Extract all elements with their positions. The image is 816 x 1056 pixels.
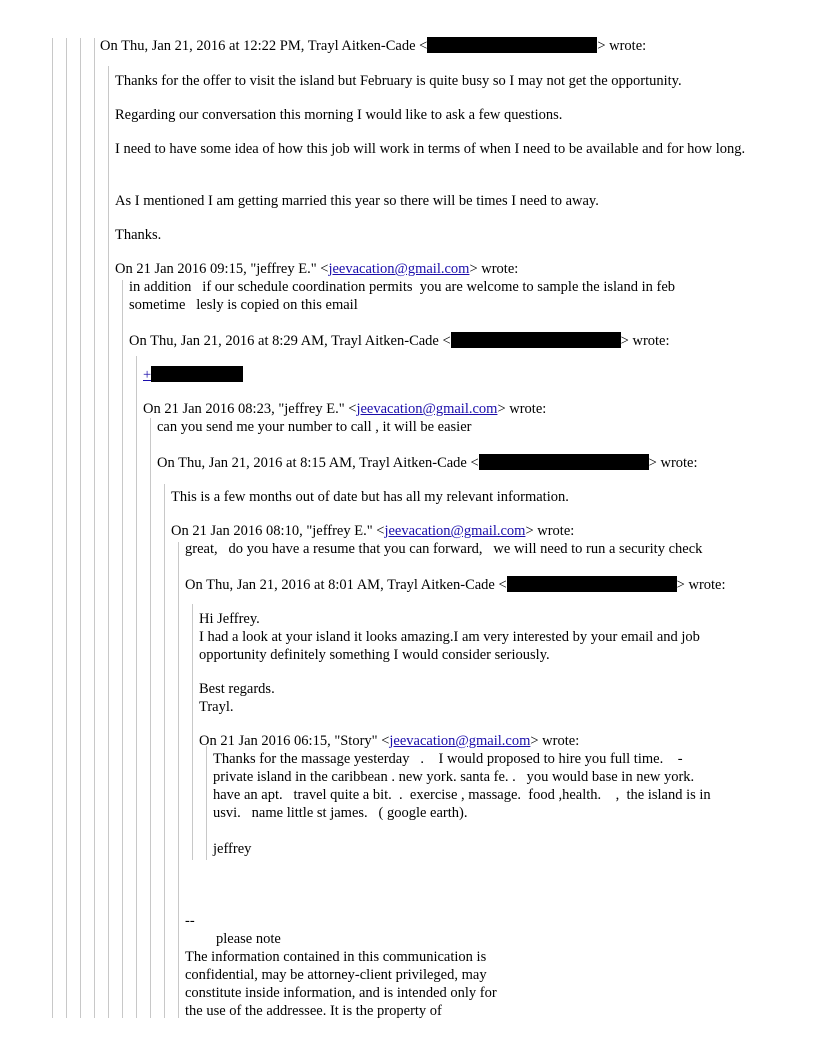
quote-bar: [94, 38, 95, 1018]
quote-header: [157, 454, 698, 472]
message-line: Thanks for the massage yesterday . I would proposed to hire you full time. -: [213, 751, 683, 767]
header-suffix: > wrote:: [676, 577, 726, 593]
disclaimer-line: confidential, may be attorney-client privileged, may: [185, 967, 487, 983]
email-link[interactable]: jeevacation@gmail.com: [328, 261, 470, 277]
message-line: can you send me your number to call , it will be easier: [157, 419, 472, 435]
signature: Trayl.: [199, 699, 234, 715]
message-line: Hi Jeffrey.: [199, 611, 260, 627]
quote-bar: [178, 542, 179, 1018]
quote-header: [199, 732, 579, 750]
message-paragraph: Thanks for the offer to visit the island but February is quite busy so I may not get the opportunity.: [115, 73, 682, 89]
disclaimer-line: constitute inside information, and is intended only for: [185, 985, 497, 1001]
header-suffix: > wrote:: [469, 261, 519, 277]
message-line: great, do you have a resume that you can forward, we will need to run a security check: [185, 541, 703, 557]
message-paragraph: As I mentioned I am getting married this year so there will be times I need to away.: [115, 193, 599, 209]
redacted-email: [427, 37, 597, 53]
disclaimer-line: The information contained in this communication is: [185, 949, 487, 965]
header-prefix: On 21 Jan 2016 06:15, "Story" <: [199, 733, 390, 749]
redacted-email: [451, 332, 621, 348]
quote-bar: [192, 604, 193, 860]
phone-number: [143, 366, 243, 384]
message-line: Best regards.: [199, 681, 275, 697]
header-prefix: On Thu, Jan 21, 2016 at 8:29 AM, Trayl Aitken-Cade <: [129, 333, 451, 349]
header-prefix: On Thu, Jan 21, 2016 at 8:15 AM, Trayl Aitken-Cade <: [157, 455, 479, 471]
quote-header: [185, 576, 726, 594]
quote-header: [100, 37, 646, 55]
message-line: in addition if our schedule coordination permits you are welcome to sample the island in feb: [129, 279, 676, 295]
message-paragraph: Thanks.: [115, 227, 162, 243]
quote-bar: [150, 418, 151, 1018]
quote-bar: [122, 280, 123, 1018]
message-line: This is a few months out of date but has all my relevant information.: [171, 489, 569, 505]
signature-separator: --: [185, 913, 195, 929]
header-suffix: > wrote:: [620, 333, 670, 349]
header-prefix: On 21 Jan 2016 08:10, "jeffrey E." <: [171, 523, 385, 539]
quote-header: [143, 400, 546, 418]
quote-header: [171, 522, 574, 540]
quote-bar: [80, 38, 81, 1018]
signature: jeffrey: [213, 841, 252, 857]
quote-bar: [52, 38, 53, 1018]
header-suffix: > wrote:: [497, 401, 547, 417]
redacted-email: [479, 454, 649, 470]
quote-header: [115, 260, 518, 278]
header-prefix: On 21 Jan 2016 08:23, "jeffrey E." <: [143, 401, 357, 417]
quote-header: [129, 332, 670, 350]
quote-bar: [66, 38, 67, 1018]
message-line: sometime lesly is copied on this email: [129, 297, 358, 313]
message-paragraph: I had a look at your island it looks amazing.I am very interested by your email and job opportunity definitely something I would consider seriously.: [199, 629, 700, 663]
header-suffix: > wrote:: [530, 733, 580, 749]
quote-bar: [206, 746, 207, 860]
header-suffix: > wrote:: [597, 38, 647, 54]
message-line: usvi. name little st james. ( google earth).: [213, 805, 468, 821]
message-paragraph: I need to have some idea of how this job will work in terms of when I need to be available and for how long.: [115, 141, 746, 157]
disclaimer-line: the use of the addressee. It is the property of: [185, 1003, 442, 1019]
header-suffix: > wrote:: [525, 523, 575, 539]
header-prefix: On Thu, Jan 21, 2016 at 8:01 AM, Trayl Aitken-Cade <: [185, 577, 507, 593]
message-paragraph: Regarding our conversation this morning I would like to ask a few questions.: [115, 107, 563, 123]
email-link[interactable]: jeevacation@gmail.com: [389, 733, 531, 749]
phone-link[interactable]: +: [143, 367, 152, 383]
quote-bar: [164, 484, 165, 1018]
header-prefix: On 21 Jan 2016 09:15, "jeffrey E." <: [115, 261, 329, 277]
message-line: private island in the caribbean . new york. santa fe. . you would base in new york.: [213, 769, 695, 785]
redacted-phone: [151, 366, 243, 382]
quote-bar: [108, 66, 109, 1018]
message-line: have an apt. travel quite a bit. . exercise , massage. food ,health. , the island is in: [213, 787, 711, 803]
disclaimer-heading: please note: [216, 931, 281, 947]
email-link[interactable]: jeevacation@gmail.com: [356, 401, 498, 417]
email-link[interactable]: jeevacation@gmail.com: [384, 523, 526, 539]
redacted-email: [507, 576, 677, 592]
header-prefix: On Thu, Jan 21, 2016 at 12:22 PM, Trayl Aitken-Cade <: [100, 38, 428, 54]
header-suffix: > wrote:: [648, 455, 698, 471]
quote-bar: [136, 356, 137, 1018]
